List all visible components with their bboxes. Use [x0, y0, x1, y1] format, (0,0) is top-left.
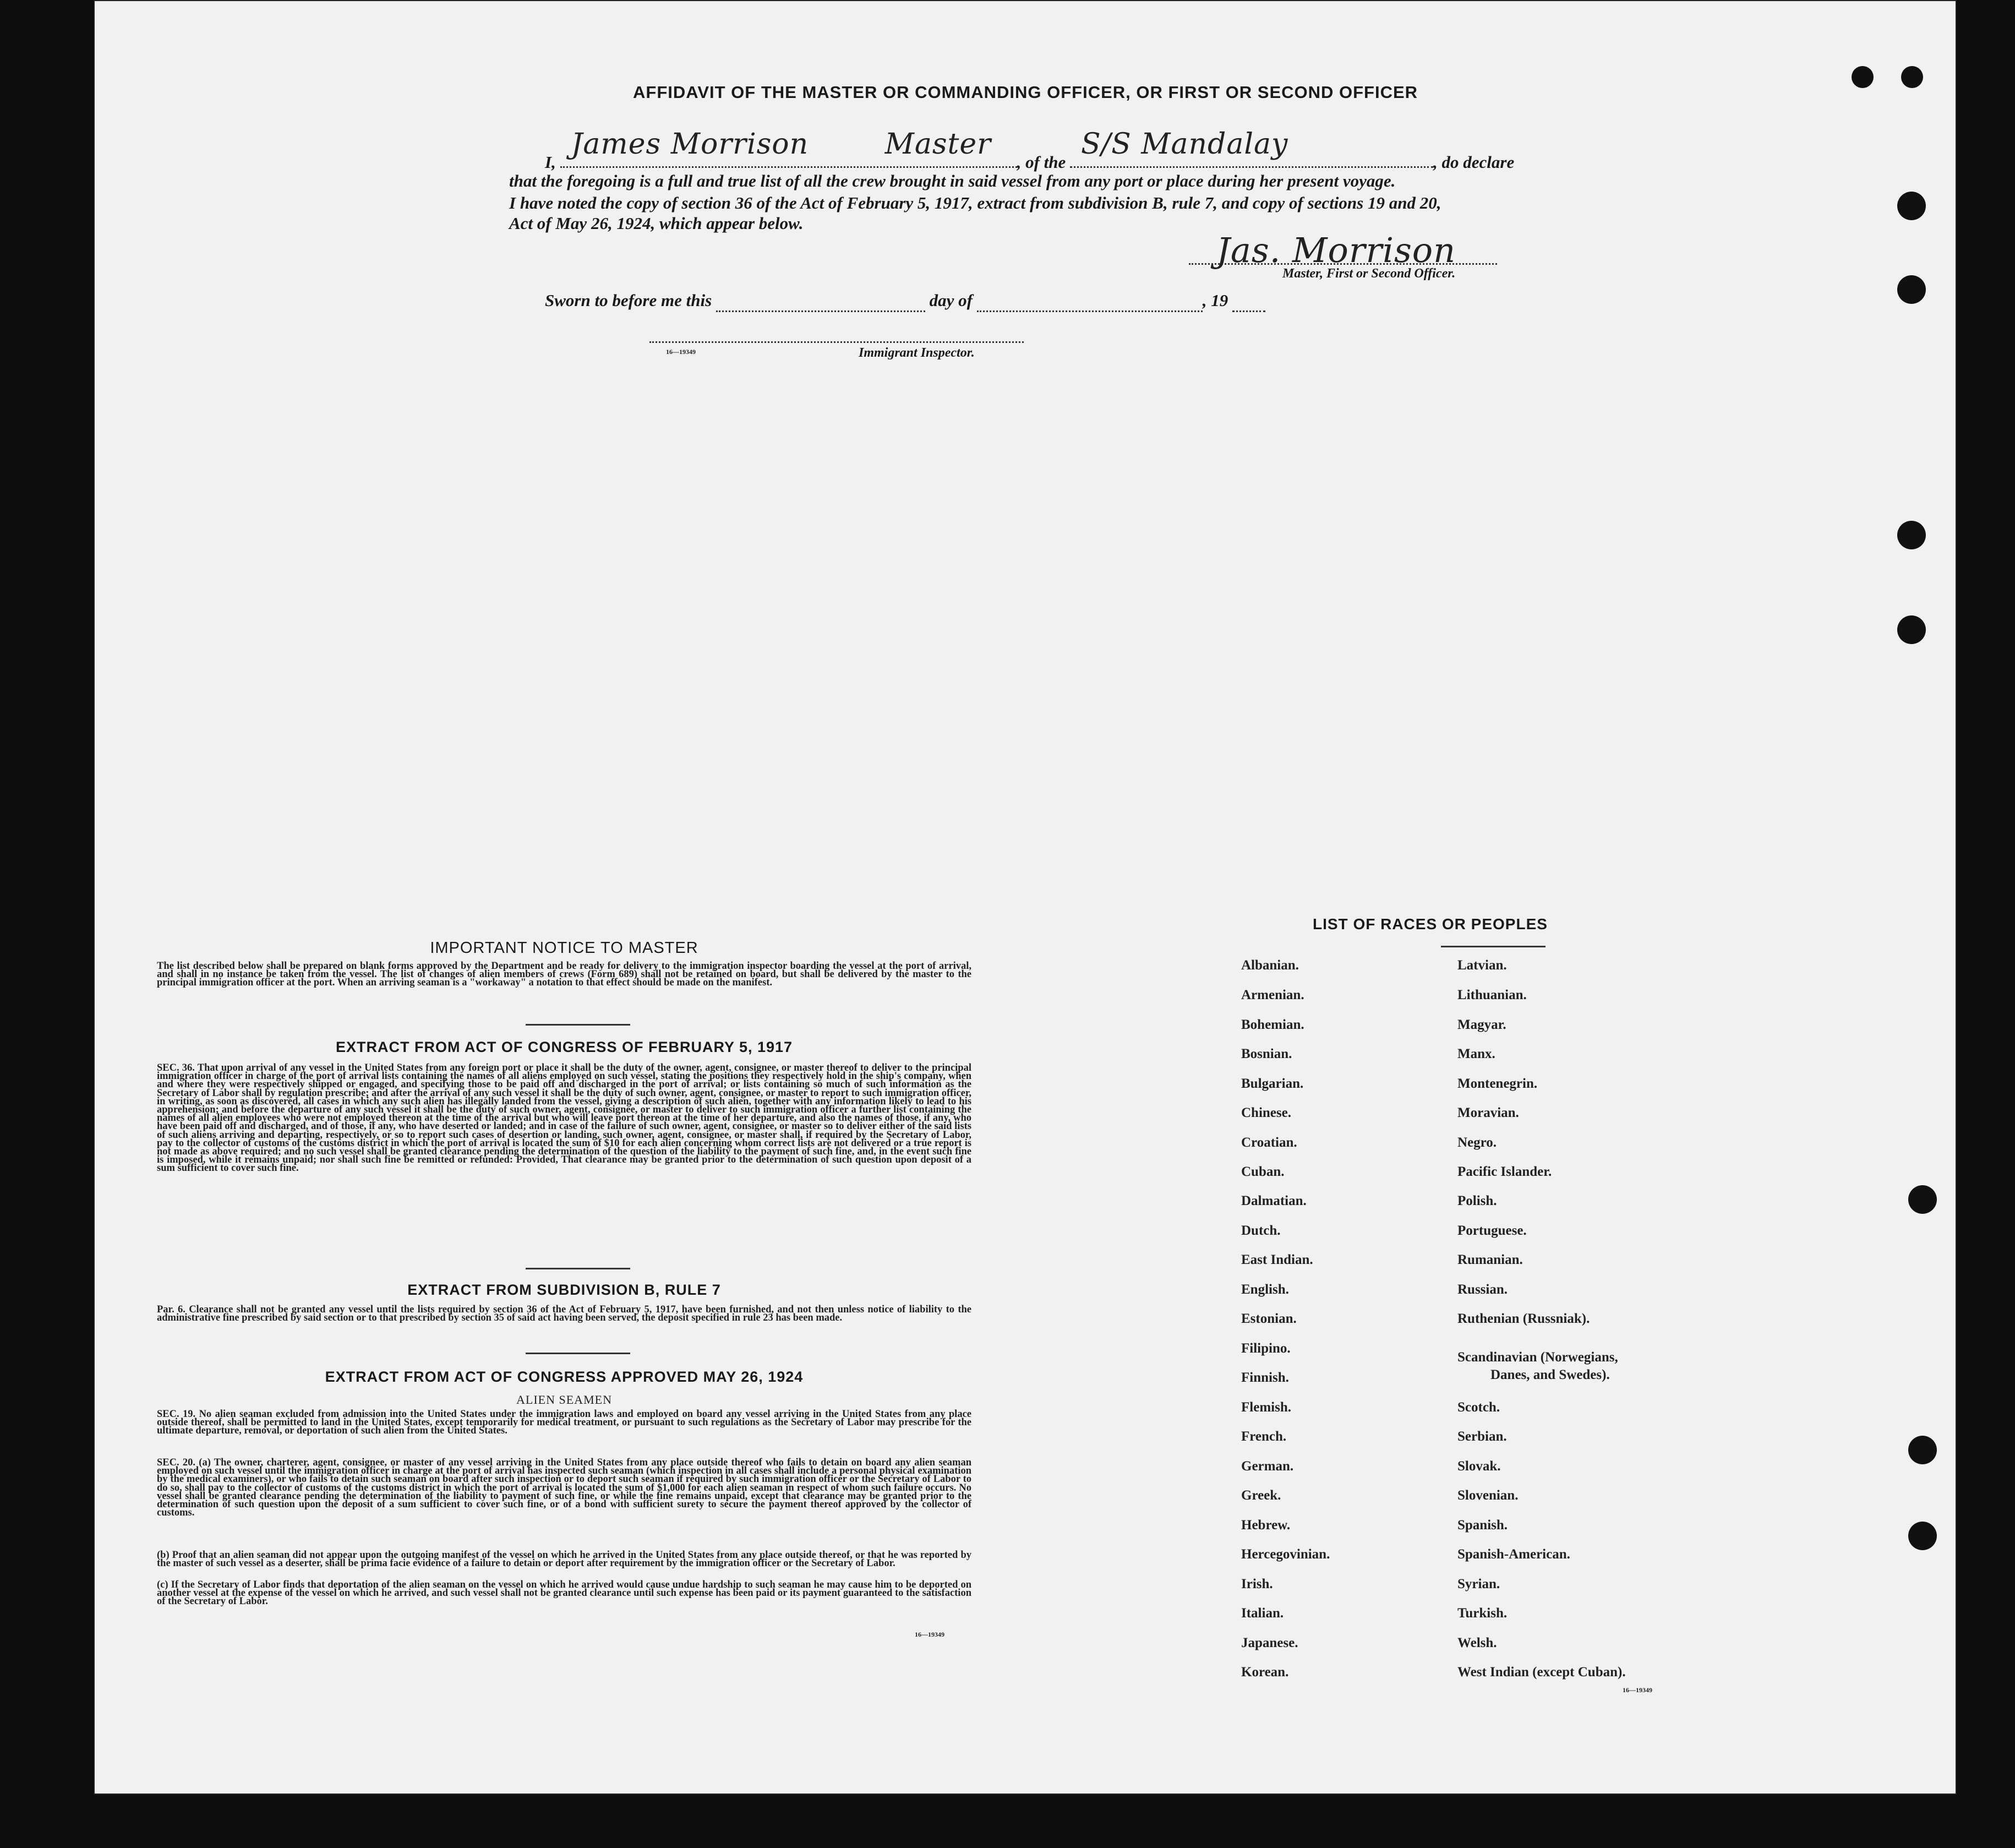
alien-seamen-subtitle: ALIEN SEAMEN: [516, 1393, 612, 1407]
race-item: Manx.: [1457, 1046, 1495, 1061]
race-item: Scotch.: [1457, 1400, 1500, 1415]
declaration-line-2: that the foregoing is a full and true list of all the crew brought in said vessel from any port or place during her present voyage.: [509, 171, 1396, 190]
extract-1917-body: SEC. 36. That upon arrival of any vessel in the United States from any foreign port or place it shall be the duty of the owner, agent, consignee, or master thereof to deliver to the principal immigration officer in charge of the port of arrival lists containing the names of all aliens employed on such vessel, stating the positions they respectively hold in the ship's company, when and where they were respectively shipped or engaged, and specifying those to be paid off and discharged in the port of arrival; or lists containing so much of such information as the Secretary of Labor shall by regulation prescribe; and after the arrival of any such vessel it shall be the duty of such owner, agent, consignee, or master to report to such immigration officer, in writing, as soon as discovered, all cases in which any such alien has illegally landed from the vessel, giving a description of such alien, together with any information likely to lead to his apprehension; and before the departure of any such vessel it shall be the duty of such owner, agent, consignee, or master to deliver to such immigration officer a further list containing the names of all alien employees who were not employed thereon at the time of the arrival but who will leave port thereon at the time of her departure, and also the names of those, if any, who have been paid off and discharged, and of those, if any, who have deserted or landed; and in case of the failure of such owner, agent, consignee, or master so to deliver either of the said lists of such aliens arriving and departing, respectively, or so to report such cases of desertion or landing, such owner, agent, consignee, or master shall, if required by the Secretary of Labor, pay to the collector of customs of the customs district in which the port of arrival is located the sum of $10 for each alien concerning whom correct lists are not delivered or a true report is not made as above required; and no such vessel shall be granted clearance pending the determination of the question of the liability to the payment of such fine, and, in the event such fine is imposed, while it remains unpaid; nor shall such fine be remitted or refunded: Provided, That clearance may be granted prior to the determination of such question upon deposit of a sum sufficient to cover such fine.: [157, 1062, 971, 1174]
race-item: Danes, and Swedes).: [1490, 1367, 1610, 1382]
rank-handwritten: Master: [884, 128, 992, 161]
race-item: Serbian.: [1457, 1429, 1507, 1444]
race-item: Slovenian.: [1457, 1488, 1519, 1503]
race-item: Syrian.: [1457, 1577, 1500, 1591]
race-item: Filipino.: [1241, 1341, 1291, 1356]
race-item: Italian.: [1241, 1606, 1284, 1621]
extract-1917-title: EXTRACT FROM ACT OF CONGRESS OF FEBRUARY 5, 1917: [335, 1039, 793, 1055]
race-item: Croatian.: [1241, 1135, 1297, 1150]
race-item: German.: [1241, 1459, 1294, 1474]
race-item: Cuban.: [1241, 1164, 1285, 1179]
race-item: Polish.: [1457, 1193, 1497, 1208]
section-20a: SEC. 20. (a) The owner, charterer, agent, consignee, or master of any vessel arriving in the United States from any place outside thereof who fails to detain on board any alien seaman employed on such vessel until the immigration officer in charge at the port of arrival has inspected such seaman (which inspection in all cases shall include a personal physical examination by the medical examiners), or who fails to detain such seaman on board after such inspection or to deport such seaman if required by such immigration officer or the Secretary of Labor to do so, shall pay to the collector of customs of the customs district in which the port of arrival is located the sum of $1,000 for each alien seaman in respect of whom such failure occurs. No vessel shall be granted clearance pending the determination of the liability to payment of such fine, or while the fine remains unpaid, except that clearance may be granted prior to the determination of such question upon the deposit of a sum sufficient to cover such fine, or of a bond with sufficient surety to secure the payment thereof approved by the collector of customs.: [157, 1457, 971, 1519]
punch-hole: [1897, 275, 1926, 304]
race-item: Rumanian.: [1457, 1252, 1523, 1267]
do-declare-label: , do declare: [1433, 152, 1515, 172]
races-right-column: [1457, 958, 1766, 1696]
race-item: Spanish-American.: [1457, 1547, 1570, 1562]
punch-hole: [1897, 521, 1926, 549]
race-item: Moravian.: [1457, 1105, 1519, 1120]
race-item: Dalmatian.: [1241, 1193, 1307, 1208]
divider: [526, 1268, 630, 1269]
punch-hole: [1852, 66, 1874, 88]
form-number-bottom: 16—19349: [915, 1631, 944, 1638]
race-item: Scandinavian (Norwegians,: [1457, 1350, 1618, 1365]
notice-body: The list described below shall be prepared on blank forms approved by the Department and be ready for delivery to the immigration inspector boarding the vessel at the port of arrival, and shall in no instance be taken from the vessel. The list of changes of alien members of crews (Form 689) shall not be retained on board, but shall be delivered by the master to the principal immigration officer at the port. When an arriving seaman is a "workaway" a notation to that effect should be made on the manifest.: [157, 961, 971, 989]
divider: [526, 1353, 630, 1354]
divider: [526, 1024, 630, 1026]
race-item: Russian.: [1457, 1282, 1508, 1297]
punch-hole: [1897, 192, 1926, 220]
race-item: Turkish.: [1457, 1606, 1508, 1621]
name-field: [560, 128, 1017, 168]
race-item: Flemish.: [1241, 1400, 1291, 1415]
race-item: Greek.: [1241, 1488, 1281, 1503]
name-handwritten: James Morrison: [571, 128, 809, 161]
race-item: Pacific Islander.: [1457, 1164, 1552, 1179]
vessel-field: [1070, 128, 1433, 168]
race-item: Chinese.: [1241, 1105, 1291, 1120]
year-label: , 19: [1202, 291, 1228, 310]
sworn-day-field: [716, 291, 925, 312]
i-label: I,: [545, 152, 556, 172]
race-item: Finnish.: [1241, 1370, 1289, 1385]
affidavit-title: AFFIDAVIT OF THE MASTER OR COMMANDING OFFICER, OR FIRST OR SECOND OFFICER: [633, 83, 1418, 102]
inspector-signature-line: [649, 341, 1024, 343]
race-item: Albanian.: [1241, 958, 1299, 973]
sworn-label: Sworn to before me this: [545, 291, 712, 310]
punch-hole: [1908, 1522, 1937, 1550]
punch-hole: [1901, 66, 1923, 88]
race-item: Korean.: [1241, 1665, 1289, 1680]
race-item: English.: [1241, 1282, 1289, 1297]
extract-1924-title: EXTRACT FROM ACT OF CONGRESS APPROVED MAY 26, 1924: [325, 1369, 804, 1385]
race-item: Ruthenian (Russniak).: [1457, 1311, 1590, 1326]
race-item: Japanese.: [1241, 1636, 1298, 1650]
declaration-line-3: I have noted the copy of section 36 of the Act of February 5, 1917, extract from subdivision B, rule 7, and copy of sections 19 and 20,: [509, 193, 1441, 212]
race-item: Slovak.: [1457, 1459, 1501, 1474]
extract-rule7-title: EXTRACT FROM SUBDIVISION B, RULE 7: [407, 1282, 721, 1298]
race-item: Magyar.: [1457, 1017, 1506, 1032]
race-item: Irish.: [1241, 1577, 1273, 1591]
vessel-handwritten: S/S Mandalay: [1081, 128, 1288, 161]
form-number-races: 16—19349: [1623, 1686, 1652, 1694]
sworn-year-field: [1232, 291, 1265, 312]
form-number-top: 16—19349: [666, 348, 696, 356]
race-item: Spanish.: [1457, 1518, 1508, 1533]
race-item: Welsh.: [1457, 1636, 1497, 1650]
race-item: French.: [1241, 1429, 1287, 1444]
race-item: Latvian.: [1457, 958, 1507, 973]
punch-hole: [1908, 1185, 1937, 1214]
signature-caption: Master, First or Second Officer.: [1282, 266, 1456, 281]
race-item: Lithuanian.: [1457, 988, 1527, 1002]
section-19: SEC. 19. No alien seaman excluded from admission into the United States under the immigration laws and employed on board any vessel arriving in the United States from any place outside thereof, shall be permitted to land in the United States, except temporarily for medical treatment, or pursuant to such regulations as the Secretary of Labor may prescribe for the ultimate departure, removal, or deportation of such alien from the United States.: [157, 1409, 971, 1437]
extract-rule7-body: Par. 6. Clearance shall not be granted any vessel until the lists required by section 36 of the Act of February 5, 1917, have been furnished, and not then unless notice of liability to the administrative fine prescribed by said section or to that prescribed by section 35 of said act having been served, the deposit specified in rule 23 has been made.: [157, 1304, 971, 1324]
race-item: Bosnian.: [1241, 1046, 1292, 1061]
race-item: Negro.: [1457, 1135, 1497, 1150]
race-item: Portuguese.: [1457, 1223, 1527, 1238]
race-item: West Indian (except Cuban).: [1457, 1665, 1626, 1680]
of-the-label: , of the: [1017, 152, 1066, 172]
punch-hole: [1908, 1436, 1937, 1464]
day-of-label: day of: [929, 291, 973, 310]
races-title: LIST OF RACES OR PEOPLES: [1313, 915, 1548, 933]
race-item: Hercegovinian.: [1241, 1547, 1330, 1562]
divider: [1441, 946, 1546, 947]
race-item: Bohemian.: [1241, 1017, 1304, 1032]
race-item: Estonian.: [1241, 1311, 1297, 1326]
race-item: Dutch.: [1241, 1223, 1281, 1238]
inspector-caption: Immigrant Inspector.: [859, 346, 975, 360]
race-item: Armenian.: [1241, 988, 1304, 1002]
section-20b: (b) Proof that an alien seaman did not appear upon the outgoing manifest of the vessel on which he arrived in the United States from any place outside thereof, or that he was reported by the master of such vessel as a deserter, shall be prima facie evidence of a failure to detain or deport after requirement by the immigration officer or the Secretary of Labor.: [157, 1550, 971, 1569]
declaration-line-1: [545, 128, 1515, 172]
races-left-column: [1241, 958, 1461, 1696]
sworn-month-field: [977, 291, 1203, 312]
punch-hole: [1897, 615, 1926, 644]
notice-title: IMPORTANT NOTICE TO MASTER: [430, 939, 698, 957]
race-item: East Indian.: [1241, 1252, 1313, 1267]
race-item: Bulgarian.: [1241, 1076, 1304, 1091]
race-item: Hebrew.: [1241, 1518, 1291, 1533]
race-item: Montenegrin.: [1457, 1076, 1538, 1091]
sworn-line: [545, 291, 1265, 312]
signature-handwritten: Jas. Morrison: [1216, 230, 1456, 270]
section-20c: (c) If the Secretary of Labor finds that deportation of the alien seaman on the vessel on which he arrived would cause undue hardship to such seaman he may cause him to be deported on another vessel at the expense of the vessel on which he arrived, and such vessel shall not be granted clearance until such expense has been paid or its payment guaranteed to the satisfaction of the Secretary of Labor.: [157, 1579, 971, 1607]
declaration-line-4: Act of May 26, 1924, which appear below.: [509, 214, 804, 233]
